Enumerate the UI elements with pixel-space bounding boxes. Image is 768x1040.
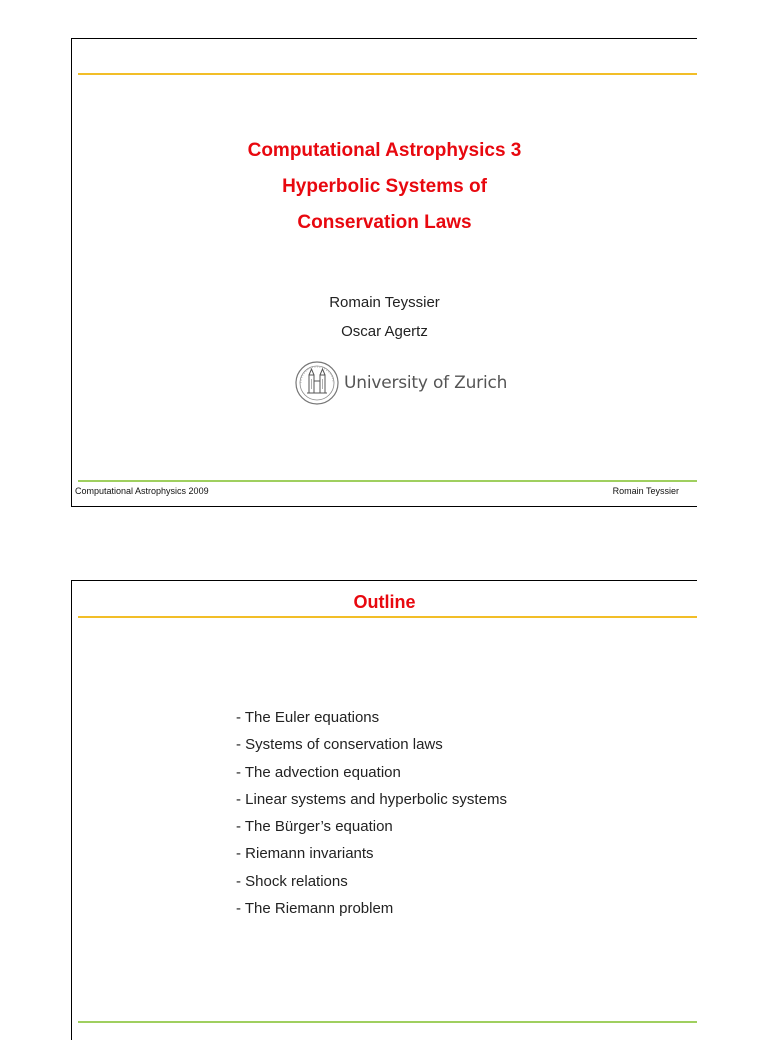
bottom-rule <box>78 480 697 482</box>
slide-title: Outline <box>353 592 416 612</box>
slide-title-line-3: Conservation Laws <box>297 212 472 233</box>
university-logo <box>295 361 507 405</box>
slide-title-line-1: Computational Astrophysics 3 <box>247 140 522 161</box>
footer-author: Romain Teyssier <box>612 486 679 496</box>
list-item: - Systems of conservation laws <box>236 736 443 754</box>
slide-title-line-2: Hyperbolic Systems of <box>282 176 487 197</box>
top-rule <box>78 73 697 75</box>
author-name: Romain Teyssier <box>329 294 440 311</box>
list-item: - Linear systems and hyperbolic systems <box>236 790 507 808</box>
outline-list <box>236 708 507 926</box>
list-item: - The Bürger’s equation <box>236 818 393 836</box>
list-item: - Shock relations <box>236 872 348 890</box>
list-item: - Riemann invariants <box>236 845 374 863</box>
list-item: - The Riemann problem <box>236 900 394 918</box>
bottom-rule <box>78 1021 697 1023</box>
list-item: - The Euler equations <box>236 709 380 726</box>
author-name: Oscar Agertz <box>341 323 428 340</box>
list-item: - The advection equation <box>236 763 401 781</box>
university-seal-icon <box>295 361 339 405</box>
footer-course: Computational Astrophysics 2009 <box>75 486 209 496</box>
title-slide <box>71 38 697 507</box>
outline-slide <box>71 580 697 1040</box>
university-name: University of Zurich <box>344 373 508 393</box>
top-rule <box>78 616 697 618</box>
